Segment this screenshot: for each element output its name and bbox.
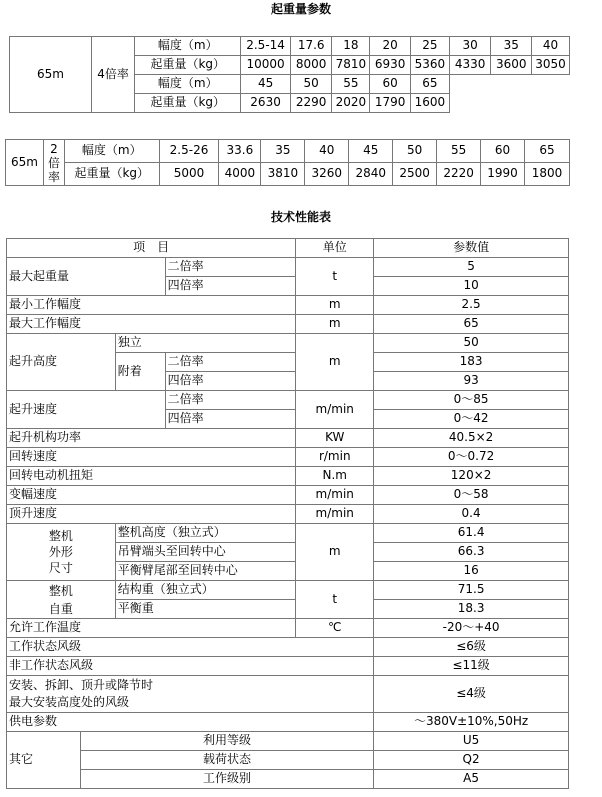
value-cell: 6930 [370, 56, 411, 75]
value-cell: 35 [261, 140, 305, 163]
unit-cell: N.m [296, 467, 374, 486]
unit-cell: t [296, 581, 374, 619]
row-label [7, 524, 116, 581]
table-row [7, 751, 569, 770]
row-label: 回转速度 [7, 448, 296, 467]
tech-table-title: 技术性能表 [270, 210, 331, 224]
table-row [6, 140, 570, 163]
value-cell: 5 [374, 258, 569, 277]
wind-install-label-2: 最大安装高度处的风级 [9, 695, 130, 709]
ratio-cell: 4倍率 [91, 37, 134, 113]
row-label: 非工作状态风级 [7, 657, 374, 676]
wind-install-label-1: 安装、拆卸、顶升或降节时 [9, 678, 154, 692]
table-row [7, 296, 569, 315]
row-label [7, 676, 374, 713]
value-cell: 20 [370, 37, 411, 56]
table-row [7, 448, 569, 467]
value-cell: 65 [525, 140, 570, 163]
dims-label-2: 外形 [48, 545, 73, 559]
row-label: 最小工作幅度 [7, 296, 296, 315]
row-label: 工作状态风级 [7, 638, 374, 657]
value-cell: 7810 [332, 56, 370, 75]
sub-label: 平衡重 [115, 600, 296, 619]
value-cell: 50 [374, 334, 569, 353]
ratio-cell: 2倍率 [43, 140, 64, 186]
value-cell: 2.5-26 [159, 140, 219, 163]
value-cell: 18.3 [374, 600, 569, 619]
empty-cell [532, 75, 570, 94]
weight-label-2: 自重 [48, 601, 73, 616]
sub-label: 利用等级 [80, 732, 373, 751]
dims-label-1: 整机 [48, 529, 73, 543]
value-cell: U5 [374, 732, 569, 751]
row-label [7, 581, 116, 619]
sub-label: 载荷状态 [80, 751, 373, 770]
value-cell: ≤4级 [374, 676, 569, 713]
value-cell: 2630 [241, 94, 291, 113]
row-label: 起重量（kg） [64, 163, 159, 186]
value-cell: 18 [332, 37, 370, 56]
load-table-2x [5, 139, 570, 186]
value-cell: 0～0.72 [374, 448, 569, 467]
empty-cell [449, 75, 491, 94]
row-label: 顶升速度 [7, 505, 296, 524]
value-cell: 45 [241, 75, 291, 94]
value-cell: ～380V±10%,50Hz [374, 713, 569, 732]
header-value: 参数值 [374, 239, 569, 258]
unit-cell: m/min [296, 505, 374, 524]
value-cell: 60 [481, 140, 525, 163]
value-cell: -20～+40 [374, 619, 569, 638]
value-cell: 10000 [241, 56, 291, 75]
table-row [7, 638, 569, 657]
value-cell: 71.5 [374, 581, 569, 600]
table-row [7, 315, 569, 334]
value-cell: 0.4 [374, 505, 569, 524]
value-cell: 60 [370, 75, 411, 94]
table-row [7, 391, 569, 410]
value-cell: 3260 [305, 163, 349, 186]
weight-label-1: 整机 [48, 583, 73, 598]
sub-label: 二倍率 [165, 258, 296, 277]
table-row [10, 37, 570, 56]
table-row [7, 524, 569, 543]
dims-label-3: 尺寸 [48, 561, 73, 575]
unit-cell: m/min [296, 486, 374, 505]
unit-cell: m/min [296, 391, 374, 429]
value-cell: 55 [332, 75, 370, 94]
value-cell: 45 [349, 140, 393, 163]
value-cell: Q2 [374, 751, 569, 770]
value-cell: 65 [411, 75, 450, 94]
table-row [7, 581, 569, 600]
value-cell: 2020 [332, 94, 370, 113]
value-cell: 1800 [525, 163, 570, 186]
sub-label: 吊臂端头至回转中心 [115, 543, 296, 562]
header-item: 项 目 [7, 239, 296, 258]
value-cell: 50 [393, 140, 437, 163]
row-label: 幅度（m） [135, 75, 241, 94]
sub-label: 二倍率 [165, 391, 296, 410]
unit-cell: KW [296, 429, 374, 448]
table-row [7, 258, 569, 277]
row-label: 起重量（kg） [135, 56, 241, 75]
row-label: 最大工作幅度 [7, 315, 296, 334]
table-row [7, 486, 569, 505]
value-cell: 5360 [411, 56, 450, 75]
row-label: 回转电动机扭矩 [7, 467, 296, 486]
value-cell: 0～58 [374, 486, 569, 505]
unit-cell: r/min [296, 448, 374, 467]
jib-length-cell: 65m [10, 37, 92, 113]
value-cell: 2500 [393, 163, 437, 186]
value-cell: 4330 [449, 56, 491, 75]
value-cell: 93 [374, 372, 569, 391]
sub-label: 结构重（独立式） [115, 581, 296, 600]
sub-label: 平衡臂尾部至回转中心 [115, 562, 296, 581]
value-cell: 3810 [261, 163, 305, 186]
value-cell: 65 [374, 315, 569, 334]
value-cell: ≤6级 [374, 638, 569, 657]
row-label: 最大起重量 [7, 258, 166, 296]
value-cell: 1790 [370, 94, 411, 113]
table-row [6, 163, 570, 186]
value-cell: 183 [374, 353, 569, 372]
value-cell: A5 [374, 770, 569, 789]
table-row [7, 429, 569, 448]
unit-cell: m [296, 296, 374, 315]
row-label: 起升机构功率 [7, 429, 296, 448]
row-label: 幅度（m） [64, 140, 159, 163]
sub-label: 附着 [115, 353, 165, 391]
value-cell: 1600 [411, 94, 450, 113]
table-row [7, 676, 569, 713]
value-cell: 0～42 [374, 410, 569, 429]
unit-cell: m [296, 315, 374, 334]
table-row [7, 619, 569, 638]
row-label: 其它 [7, 732, 81, 789]
value-cell: 35 [491, 37, 532, 56]
row-label: 起升高度 [7, 334, 116, 391]
value-cell: 2.5-14 [241, 37, 291, 56]
table-header-row [7, 239, 569, 258]
value-cell: 40 [305, 140, 349, 163]
value-cell: 61.4 [374, 524, 569, 543]
table-row [7, 732, 569, 751]
table-row [7, 467, 569, 486]
value-cell: 33.6 [219, 140, 261, 163]
value-cell: 2220 [437, 163, 481, 186]
row-label: 变幅速度 [7, 486, 296, 505]
empty-cell [449, 94, 491, 113]
value-cell: 120×2 [374, 467, 569, 486]
value-cell: 50 [290, 75, 332, 94]
value-cell: 40.5×2 [374, 429, 569, 448]
table-row [7, 505, 569, 524]
row-label: 幅度（m） [135, 37, 241, 56]
header-unit: 单位 [296, 239, 374, 258]
value-cell: 17.6 [290, 37, 332, 56]
value-cell: ≤11级 [374, 657, 569, 676]
load-params-title: 起重量参数 [270, 2, 331, 16]
value-cell: 0～85 [374, 391, 569, 410]
value-cell: 2290 [290, 94, 332, 113]
empty-cell [491, 94, 532, 113]
value-cell: 30 [449, 37, 491, 56]
value-cell: 55 [437, 140, 481, 163]
sub-label: 四倍率 [165, 277, 296, 296]
value-cell: 1990 [481, 163, 525, 186]
sub-label: 四倍率 [165, 372, 296, 391]
row-label: 起升速度 [7, 391, 166, 429]
value-cell: 10 [374, 277, 569, 296]
sub-label: 四倍率 [165, 410, 296, 429]
value-cell: 2.5 [374, 296, 569, 315]
value-cell: 5000 [159, 163, 219, 186]
table-row [7, 770, 569, 789]
empty-cell [491, 75, 532, 94]
value-cell: 2840 [349, 163, 393, 186]
value-cell: 8000 [290, 56, 332, 75]
empty-cell [532, 94, 570, 113]
row-label: 允许工作温度 [7, 619, 296, 638]
table-row [7, 713, 569, 732]
table-row [7, 657, 569, 676]
value-cell: 40 [532, 37, 570, 56]
value-cell: 16 [374, 562, 569, 581]
unit-cell: t [296, 258, 374, 296]
unit-cell: m [296, 524, 374, 581]
row-label: 供电参数 [7, 713, 374, 732]
sub-label: 独立 [115, 334, 296, 353]
unit-cell: m [296, 334, 374, 391]
value-cell: 4000 [219, 163, 261, 186]
value-cell: 3050 [532, 56, 570, 75]
sub-label: 整机高度（独立式） [115, 524, 296, 543]
jib-length-cell: 65m [6, 140, 44, 186]
sub-label: 二倍率 [165, 353, 296, 372]
tech-spec-table [6, 238, 569, 789]
load-table-4x [9, 36, 570, 113]
value-cell: 66.3 [374, 543, 569, 562]
sub-label: 工作级别 [80, 770, 373, 789]
unit-cell: ℃ [296, 619, 374, 638]
table-row [7, 334, 569, 353]
value-cell: 25 [411, 37, 450, 56]
value-cell: 3600 [491, 56, 532, 75]
row-label: 起重量（kg） [135, 94, 241, 113]
